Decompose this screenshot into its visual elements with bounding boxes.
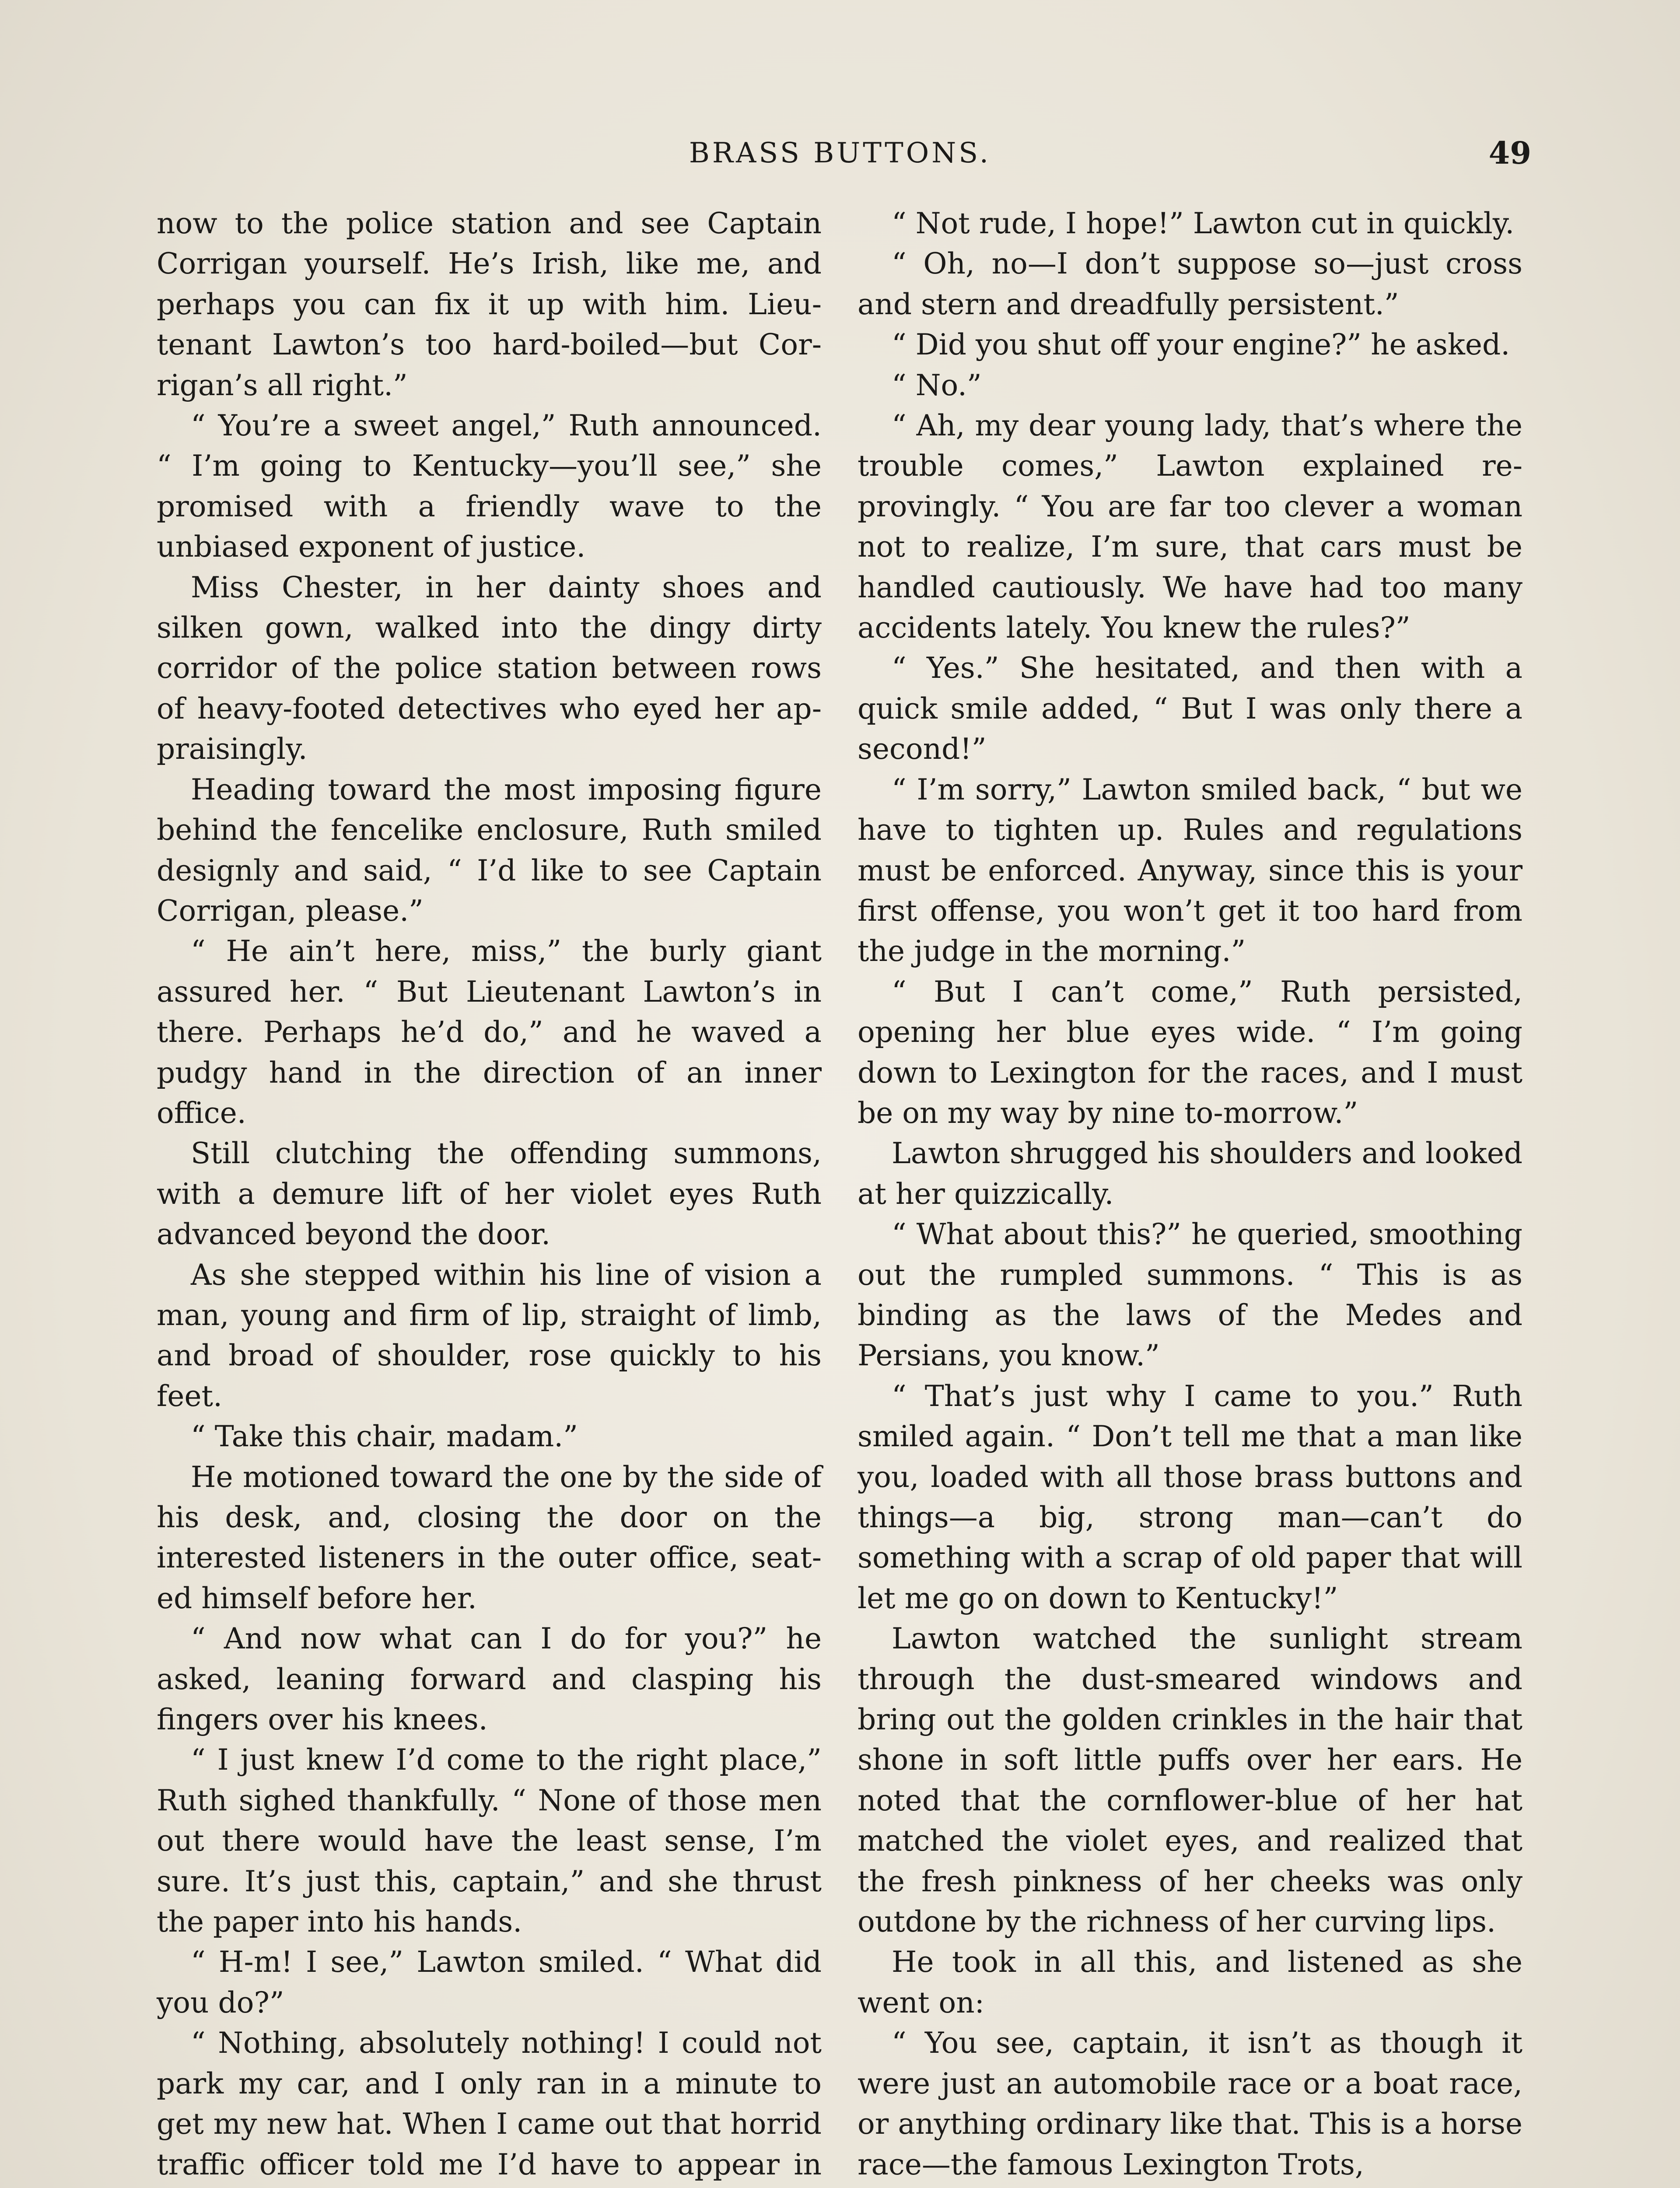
paragraph: “ Oh, no—I don’t suppose so—just cross and stern and dreadfully persistent.” [858,247,1522,321]
paragraph: “ He ain’t here, miss,” the burly giant assured her. “ But Lieutenant Lawton’s in there. Perhaps he’d do,” and he waved a pudgy hand in the direction of an inner office. [157,934,822,1130]
right-column [858,203,1522,2185]
paragraph: “ No.” [892,368,982,402]
paragraph: “ Take this chair, madam.” [191,1420,578,1454]
paragraph: “ I just knew I’d come to the right place,” Ruth sighed thankfully. “ None of those men out there would have the least sense, I’m sure. It’s just this, captain,” and she thrust the paper into his hands. [157,1743,822,1939]
paragraph: “ And now what can I do for you?” he asked, leaning forward and clasping his fingers over his knees. [157,1622,822,1737]
paragraph: “ Ah, my dear young lady, that’s where the trouble comes,” Lawton explained reprovingly. “ You are far too clever a woman not to realize, I’m sure, that cars must be handled cautiously. We have had too many accidents lately. You knew the rules?” [858,409,1522,645]
paragraph: “ I’m sorry,” Lawton smiled back, “ but we have to tighten up. Rules and regulations must be enforced. Anyway, since this is your first offense, you won’t get it too hard from the judge in the morning.” [858,772,1522,968]
paragraph: now to the police station and see Captain Corrigan yourself. He’s Irish, like me, and perhaps you can fix it up with him. Lieutenant Lawton’s too hard-boiled—but Corrigan’s all right.” [157,207,822,402]
paragraph: “ H-m! I see,” Lawton smiled. “ What did you do?” [157,1945,822,2020]
paragraph: “ Did you shut off your engine?” he asked. [892,328,1510,362]
paragraph: “ But I can’t come,” Ruth persisted, opening her blue eyes wide. “ I’m going down to Lexington for the races, and I must be on my way by nine to-morrow.” [858,975,1522,1130]
paragraph: Still clutching the offending summons, with a demure lift of her violet eyes Ruth advanced beyond the door. [157,1136,822,1252]
paragraph: “ Yes.” She hesitated, and then with a quick smile added, “ But I was only there a second!” [858,651,1522,766]
paragraph: “ You see, captain, it isn’t as though it were just an automobile race or a boat race, or anything ordinary like that. This is a horse race—the famous Lexington Trots, [858,2026,1522,2181]
paragraph: “ Not rude, I hope!” Lawton cut in quickly. [892,207,1515,240]
paragraph: “ That’s just why I came to you.” Ruth smiled again. “ Don’t tell me that a man like you, loaded with all those brass buttons and things—a big, strong man—can’t do something with a scrap of old paper that will let me go on down to Kentucky!” [858,1379,1522,1615]
paragraph: He took in all this, and listened as she went on: [858,1945,1522,2020]
paragraph: “ Nothing, absolutely nothing! I could not park my car, and I only ran in a minute to get my new hat. When I came out that horrid traffic officer told me I’d have to appear in [157,2026,822,2181]
left-column [157,203,822,2188]
paragraph: Heading toward the most imposing figure behind the fencelike enclosure, Ruth smiled designly and said, “ I’d like to see Captain Corrigan, please.” [157,772,822,928]
paragraph: “ What about this?” he queried, smoothing out the rumpled summons. “ This is as binding as the laws of the Medes and Persians, you know.” [858,1217,1522,1373]
paragraph: “ You’re a sweet angel,” Ruth announced. “ I’m going to Kentucky—you’ll see,” she promised with a friendly wave to the unbiased exponent of justice. [157,409,822,564]
paragraph: Lawton shrugged his shoulders and looked at her quizzically. [858,1136,1522,1211]
paragraph: As she stepped within his line of vision a man, young and firm of lip, straight of limb, and broad of shoulder, rose quickly to his feet. [157,1258,822,1413]
running-title: BRASS BUTTONS. [689,137,991,169]
running-head [0,131,1680,175]
paragraph: Miss Chester, in her dainty shoes and silken gown, walked into the dingy dirty corridor of the police station between rows of heavy-footed detectives who eyed her appraisingly. [157,570,822,766]
paragraph: He motioned toward the one by the side of his desk, and, closing the door on the interested listeners in the outer office, seated himself before her. [157,1460,822,1615]
paragraph: Lawton watched the sunlight stream through the dust-smeared windows and bring out the golden crinkles in the hair that shone in soft little puffs over her ears. He noted that the cornflower-blue of her hat matched the violet eyes, and realized that the fresh pinkness of her cheeks was only outdone by the richness of her curving lips. [858,1622,1522,1939]
page-number: 49 [1488,135,1531,171]
